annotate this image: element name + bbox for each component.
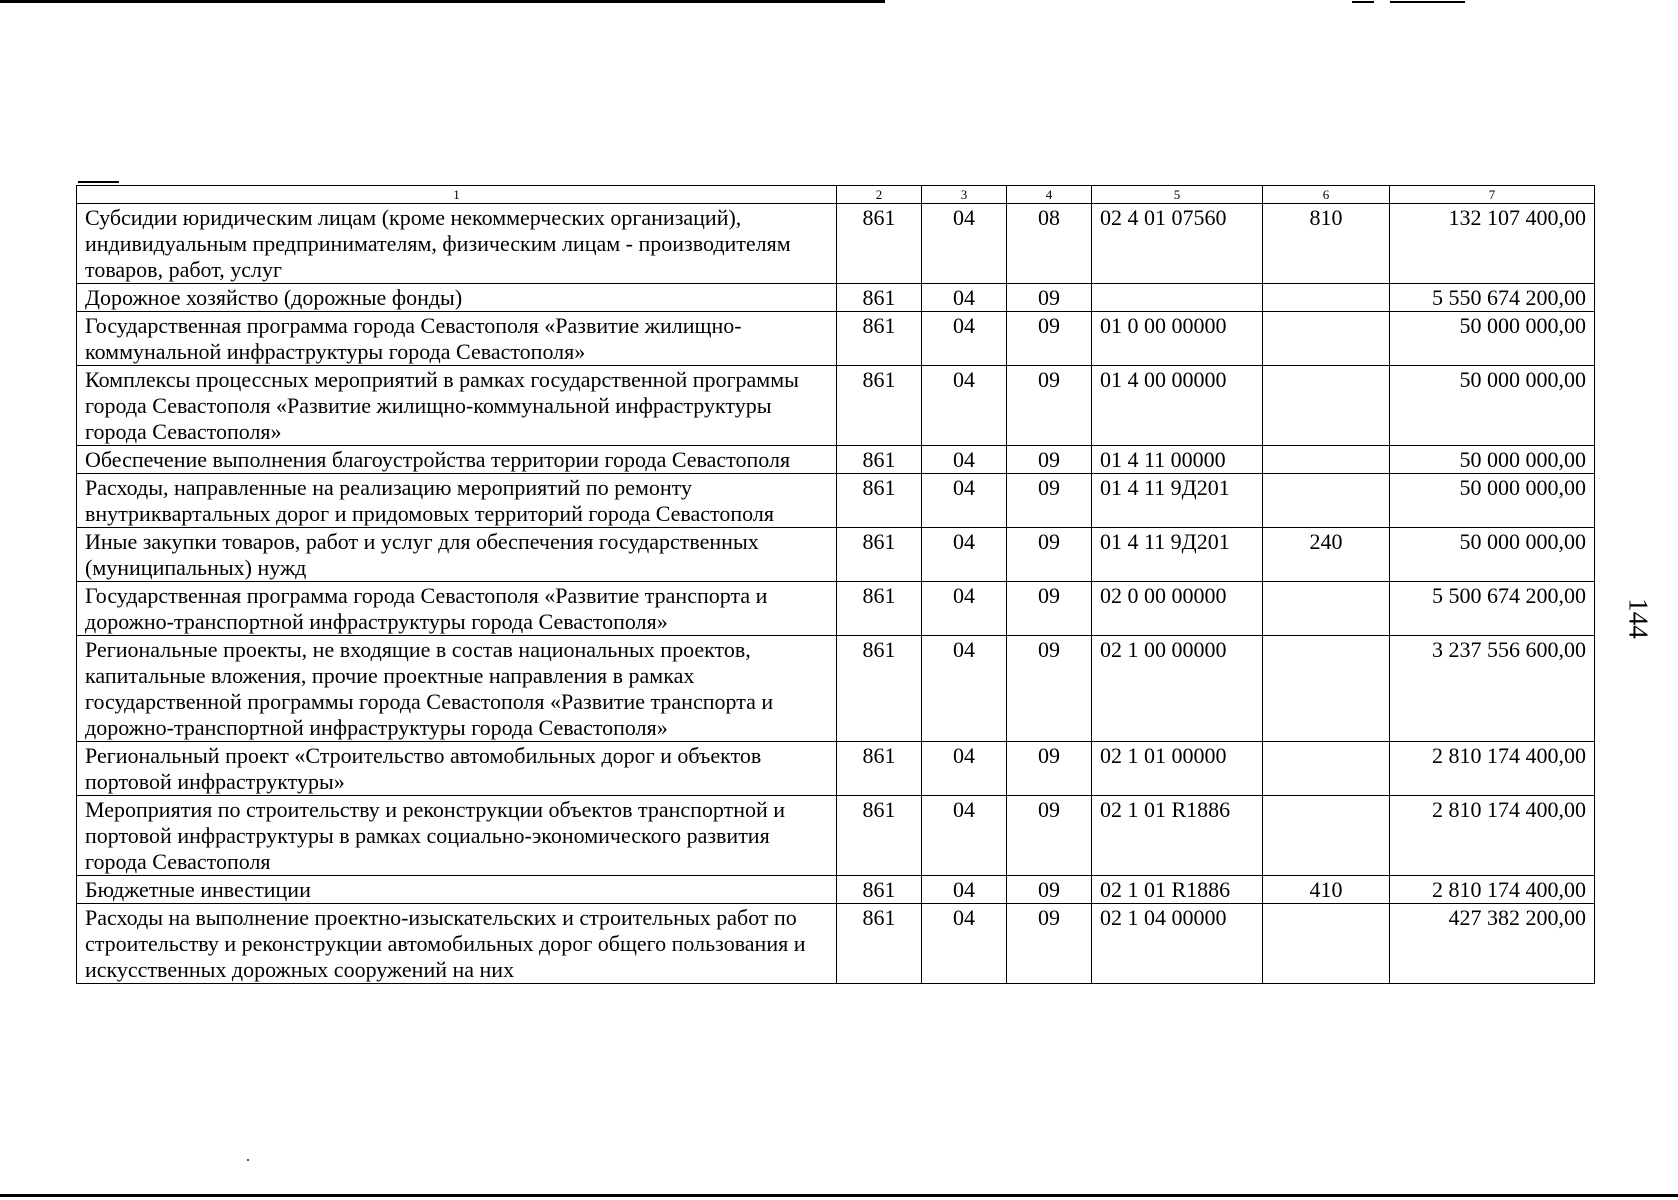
column-number-row (77, 186, 1595, 204)
subsection-code: 09 (1007, 904, 1092, 984)
subsection-code: 09 (1007, 528, 1092, 582)
budget-table (76, 185, 1595, 984)
target-article-code (1092, 284, 1263, 312)
section-code: 04 (922, 312, 1007, 366)
amount: 50 000 000,00 (1390, 446, 1595, 474)
amount: 2 810 174 400,00 (1390, 796, 1595, 876)
section-code: 04 (922, 446, 1007, 474)
column-number: 2 (837, 186, 922, 204)
target-article-code: 02 1 01 R1886 (1092, 796, 1263, 876)
amount: 50 000 000,00 (1390, 474, 1595, 528)
expense-type-code (1263, 366, 1390, 446)
expense-type-code (1263, 582, 1390, 636)
table-row (77, 474, 1595, 528)
table-row (77, 582, 1595, 636)
column-number: 4 (1007, 186, 1092, 204)
section-code: 04 (922, 582, 1007, 636)
column-number: 1 (77, 186, 837, 204)
section-code: 04 (922, 528, 1007, 582)
subsection-code: 09 (1007, 582, 1092, 636)
subsection-code: 09 (1007, 474, 1092, 528)
table-row (77, 636, 1595, 742)
subsection-code: 09 (1007, 876, 1092, 904)
table-row (77, 904, 1595, 984)
subsection-code: 09 (1007, 312, 1092, 366)
scan-top-dash (1352, 1, 1374, 3)
expense-name: Субсидии юридическим лицам (кроме некоммерческих организаций), индивидуальным предпринимателям, физическим лицам - производителям товаров, работ, услуг (77, 204, 837, 284)
target-article-code: 02 1 01 00000 (1092, 742, 1263, 796)
expense-name: Региональный проект «Строительство автомобильных дорог и объектов портовой инфраструктуры» (77, 742, 837, 796)
expense-name: Иные закупки товаров, работ и услуг для обеспечения государственных (муниципальных) нужд (77, 528, 837, 582)
amount: 2 810 174 400,00 (1390, 876, 1595, 904)
scan-top-dash (1390, 1, 1465, 3)
expense-name: Расходы на выполнение проектно-изыскательских и строительных работ по строительству и реконструкции автомобильных дорог общего пользования и искусственных дорожных сооружений на них (77, 904, 837, 984)
amount: 50 000 000,00 (1390, 312, 1595, 366)
department-code: 861 (837, 582, 922, 636)
expense-name: Региональные проекты, не входящие в состав национальных проектов, капитальные вложения, прочие проектные направления в рамках государственной программы города Севастополя «Развитие транспорта и дорожно-транспортной инфраструктуры города Севастополя» (77, 636, 837, 742)
section-code: 04 (922, 204, 1007, 284)
subsection-code: 09 (1007, 366, 1092, 446)
expense-type-code (1263, 636, 1390, 742)
department-code: 861 (837, 366, 922, 446)
column-number: 6 (1263, 186, 1390, 204)
expense-type-code: 810 (1263, 204, 1390, 284)
table-row (77, 284, 1595, 312)
subsection-code: 09 (1007, 446, 1092, 474)
expense-name: Расходы, направленные на реализацию мероприятий по ремонту внутриквартальных дорог и придомовых территорий города Севастополя (77, 474, 837, 528)
scan-bottom-border (0, 1194, 1678, 1197)
target-article-code: 02 4 01 07560 (1092, 204, 1263, 284)
page-number: 144 (1623, 598, 1654, 639)
amount: 50 000 000,00 (1390, 528, 1595, 582)
section-code: 04 (922, 876, 1007, 904)
amount: 3 237 556 600,00 (1390, 636, 1595, 742)
target-article-code: 02 1 04 00000 (1092, 904, 1263, 984)
amount: 50 000 000,00 (1390, 366, 1595, 446)
target-article-code: 01 4 11 9Д201 (1092, 474, 1263, 528)
expense-type-code (1263, 796, 1390, 876)
section-code: 04 (922, 366, 1007, 446)
expense-type-code (1263, 312, 1390, 366)
scan-speck (247, 1159, 249, 1161)
expense-name: Обеспечение выполнения благоустройства территории города Севастополя (77, 446, 837, 474)
table-row (77, 446, 1595, 474)
column-number: 3 (922, 186, 1007, 204)
amount: 5 550 674 200,00 (1390, 284, 1595, 312)
target-article-code: 01 0 00 00000 (1092, 312, 1263, 366)
amount: 2 810 174 400,00 (1390, 742, 1595, 796)
expense-name: Государственная программа города Севастополя «Развитие транспорта и дорожно-транспортной инфраструктуры города Севастополя» (77, 582, 837, 636)
target-article-code: 02 1 00 00000 (1092, 636, 1263, 742)
expense-type-code (1263, 742, 1390, 796)
expense-name: Бюджетные инвестиции (77, 876, 837, 904)
department-code: 861 (837, 636, 922, 742)
expense-type-code (1263, 284, 1390, 312)
subsection-code: 09 (1007, 796, 1092, 876)
expense-type-code: 410 (1263, 876, 1390, 904)
section-code: 04 (922, 904, 1007, 984)
expense-type-code: 240 (1263, 528, 1390, 582)
table-row (77, 312, 1595, 366)
department-code: 861 (837, 528, 922, 582)
department-code: 861 (837, 742, 922, 796)
target-article-code: 01 4 00 00000 (1092, 366, 1263, 446)
department-code: 861 (837, 312, 922, 366)
column-number: 5 (1092, 186, 1263, 204)
scan-top-border (0, 0, 885, 3)
subsection-code: 09 (1007, 742, 1092, 796)
expense-name: Дорожное хозяйство (дорожные фонды) (77, 284, 837, 312)
column-number: 7 (1390, 186, 1595, 204)
section-code: 04 (922, 742, 1007, 796)
table-row (77, 742, 1595, 796)
amount: 427 382 200,00 (1390, 904, 1595, 984)
department-code: 861 (837, 904, 922, 984)
table-row (77, 796, 1595, 876)
subsection-code: 09 (1007, 636, 1092, 742)
department-code: 861 (837, 796, 922, 876)
table-row (77, 366, 1595, 446)
section-code: 04 (922, 474, 1007, 528)
amount: 132 107 400,00 (1390, 204, 1595, 284)
expense-type-code (1263, 446, 1390, 474)
section-code: 04 (922, 636, 1007, 742)
target-article-code: 01 4 11 00000 (1092, 446, 1263, 474)
department-code: 861 (837, 446, 922, 474)
subsection-code: 08 (1007, 204, 1092, 284)
table-row (77, 204, 1595, 284)
department-code: 861 (837, 474, 922, 528)
department-code: 861 (837, 876, 922, 904)
expense-type-code (1263, 904, 1390, 984)
target-article-code: 02 0 00 00000 (1092, 582, 1263, 636)
amount: 5 500 674 200,00 (1390, 582, 1595, 636)
department-code: 861 (837, 204, 922, 284)
department-code: 861 (837, 284, 922, 312)
expense-name: Комплексы процессных мероприятий в рамках государственной программы города Севастополя «Развитие жилищно-коммунальной инфраструктуры города Севастополя» (77, 366, 837, 446)
scan-mark (78, 181, 119, 183)
table-row (77, 528, 1595, 582)
section-code: 04 (922, 796, 1007, 876)
target-article-code: 02 1 01 R1886 (1092, 876, 1263, 904)
expense-name: Государственная программа города Севастополя «Развитие жилищно-коммунальной инфраструктуры города Севастополя» (77, 312, 837, 366)
target-article-code: 01 4 11 9Д201 (1092, 528, 1263, 582)
expense-type-code (1263, 474, 1390, 528)
subsection-code: 09 (1007, 284, 1092, 312)
expense-name: Мероприятия по строительству и реконструкции объектов транспортной и портовой инфраструктуры в рамках социально-экономического развития города Севастополя (77, 796, 837, 876)
section-code: 04 (922, 284, 1007, 312)
table-row (77, 876, 1595, 904)
